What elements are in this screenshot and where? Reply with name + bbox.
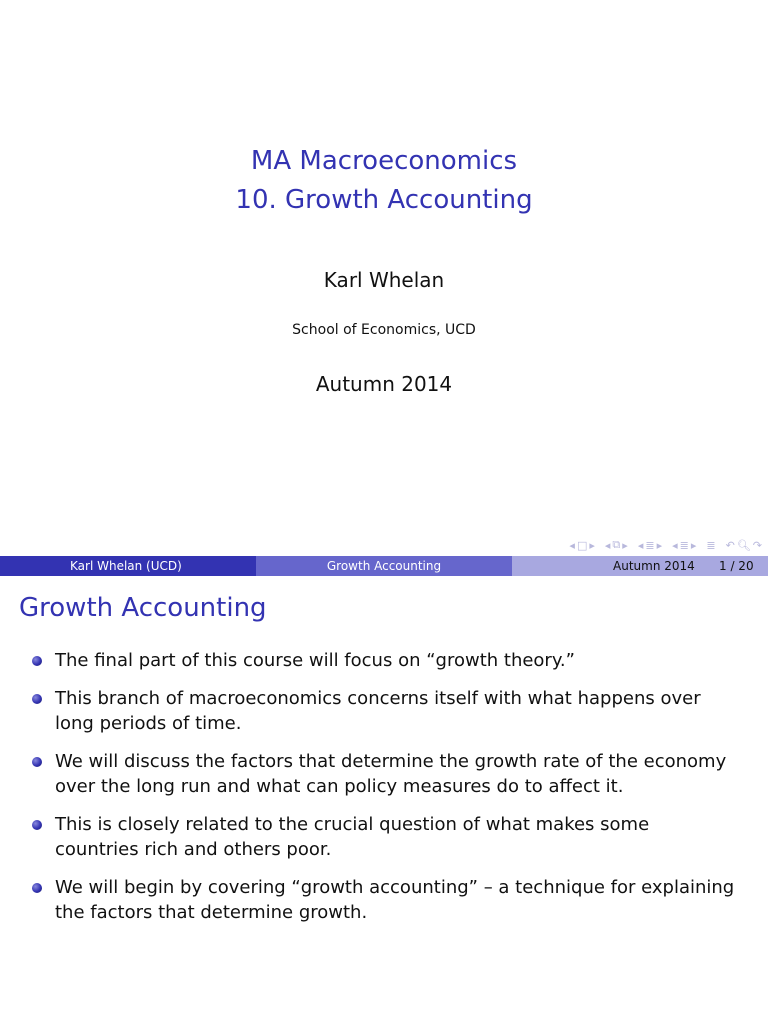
frame-title: Growth Accounting bbox=[19, 593, 267, 623]
nav-subsection-icon[interactable]: ≣ bbox=[645, 538, 655, 552]
nav-back-icon[interactable]: ↶ bbox=[725, 538, 735, 552]
nav-slide-icon[interactable]: ⧉ bbox=[612, 538, 621, 551]
bullet-dot-icon bbox=[32, 694, 42, 704]
nav-left-arrow-icon[interactable]: ◂ bbox=[672, 538, 678, 552]
bullet-text: This is closely related to the crucial question of what makes some countries rich and others poor. bbox=[55, 814, 650, 860]
nav-search-icon[interactable]: 🔍︎ bbox=[736, 538, 751, 552]
nav-frame-icon[interactable]: □ bbox=[576, 538, 588, 552]
institute-name: School of Economics, UCD bbox=[292, 322, 476, 338]
bullet-item bbox=[0, 875, 768, 925]
bullet-item bbox=[0, 749, 768, 799]
footline bbox=[0, 556, 768, 576]
footer-date-box bbox=[512, 556, 768, 576]
bullet-dot-icon bbox=[32, 757, 42, 767]
bullet-dot-icon bbox=[32, 883, 42, 893]
footer-short-title: Growth Accounting bbox=[326, 559, 442, 573]
footer-page-number: 1 / 20 bbox=[719, 559, 754, 573]
footer-author: Karl Whelan (UCD) bbox=[70, 559, 182, 573]
bullet-item bbox=[0, 648, 768, 673]
presentation-title-line-1: MA Macroeconomics bbox=[250, 146, 518, 176]
nav-forward-icon[interactable]: ↷ bbox=[752, 538, 762, 552]
nav-left-arrow-icon[interactable]: ◂ bbox=[604, 538, 611, 552]
bullet-dot-icon bbox=[32, 656, 42, 666]
nav-left-arrow-icon[interactable]: ◂ bbox=[637, 538, 644, 552]
nav-right-arrow-icon[interactable]: ▸ bbox=[622, 538, 628, 552]
footer-author-box bbox=[0, 556, 256, 576]
nav-right-arrow-icon[interactable]: ▸ bbox=[656, 538, 663, 552]
bullet-dot-icon bbox=[32, 820, 42, 830]
footer-date: Autumn 2014 bbox=[613, 559, 695, 573]
presentation-date: Autumn 2014 bbox=[315, 372, 453, 396]
footer-title-box bbox=[256, 556, 512, 576]
nav-right-arrow-icon[interactable]: ▸ bbox=[589, 538, 595, 552]
bullet-text: We will discuss the factors that determine the growth rate of the economy over the long run and what can policy measures do to affect it. bbox=[55, 751, 727, 797]
nav-section-icon[interactable]: ≣ bbox=[679, 538, 689, 552]
navigation-bar bbox=[569, 537, 762, 553]
nav-left-arrow-icon[interactable]: ◂ bbox=[569, 538, 575, 552]
bullet-text: The final part of this course will focus on “growth theory.” bbox=[55, 650, 575, 671]
bullet-list bbox=[0, 648, 768, 938]
nav-right-arrow-icon[interactable]: ▸ bbox=[690, 538, 697, 552]
presentation-title-line-2: 10. Growth Accounting bbox=[235, 185, 533, 215]
bullet-text: This branch of macroeconomics concerns itself with what happens over long periods of time. bbox=[55, 688, 701, 734]
bullet-item bbox=[0, 686, 768, 736]
nav-document-icon[interactable]: ≣ bbox=[706, 538, 716, 552]
author-name: Karl Whelan bbox=[323, 268, 445, 292]
content-slide bbox=[0, 576, 768, 1024]
bullet-text: We will begin by covering “growth accounting” – a technique for explaining the factors that determine growth. bbox=[55, 877, 735, 923]
bullet-item bbox=[0, 812, 768, 862]
